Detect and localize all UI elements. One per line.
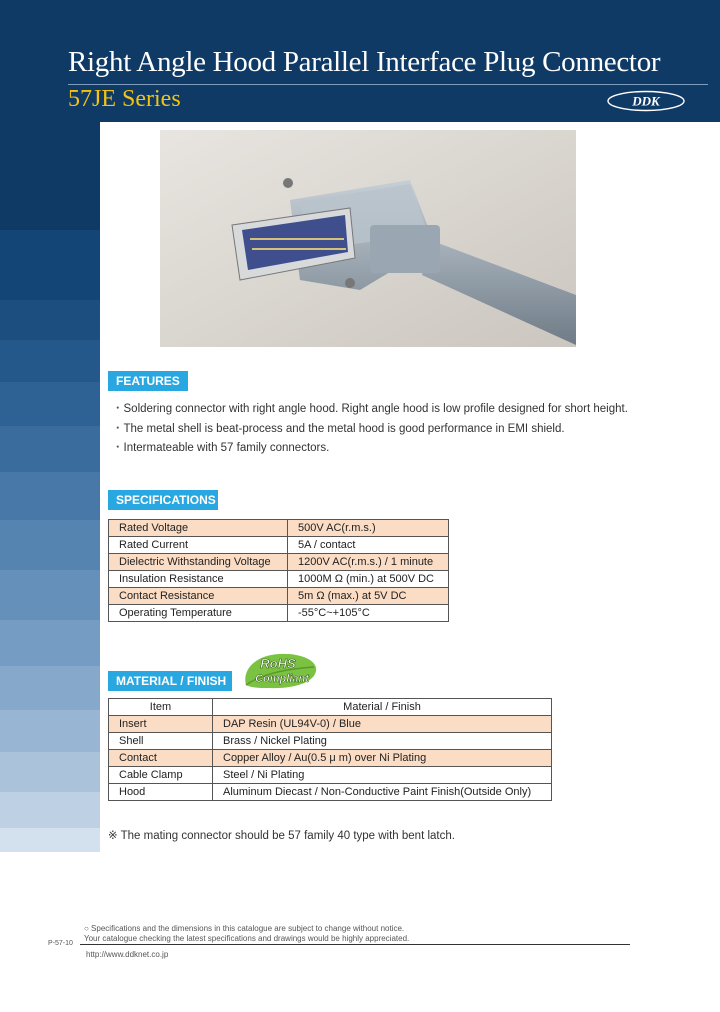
table-row (109, 554, 449, 571)
table-header-row (109, 699, 552, 716)
spec-value: 1000M Ω (min.) at 500V DC (288, 571, 449, 588)
material-value: Aluminum Diecast / Non-Conductive Paint Finish(Outside Only) (213, 784, 552, 801)
table-row (109, 520, 449, 537)
list-item: ・ Intermateable with 57 family connectors. (112, 439, 692, 459)
spec-value: 5A / contact (288, 537, 449, 554)
material-item: Contact (109, 750, 213, 767)
table-row (109, 733, 552, 750)
spec-item: Operating Temperature (109, 605, 288, 622)
list-item: ・ Soldering connector with right angle hood. Right angle hood is low profile designed for short height. (112, 400, 692, 420)
logo-text: DDK (632, 93, 660, 109)
spec-item: Insulation Resistance (109, 571, 288, 588)
table-row (109, 537, 449, 554)
column-header-item: Item (109, 699, 213, 716)
rohs-compliant-badge (240, 651, 320, 691)
table-row (109, 571, 449, 588)
material-value: Brass / Nickel Plating (213, 733, 552, 750)
series-title: 57JE Series (68, 86, 181, 112)
mating-connector-note: ※ The mating connector should be 57 family 40 type with bent latch. (108, 830, 455, 842)
table-row (109, 605, 449, 622)
material-item: Shell (109, 733, 213, 750)
compliant-text: Compliant (255, 673, 309, 685)
features-heading: FEATURES (108, 371, 188, 391)
material-table (108, 698, 552, 801)
spec-item: Dielectric Withstanding Voltage (109, 554, 288, 571)
table-row (109, 784, 552, 801)
material-item: Cable Clamp (109, 767, 213, 784)
footer-disclaimer: Your catalogue checking the latest specifications and drawings would be highly appreciated. (84, 934, 410, 943)
specifications-table (108, 519, 449, 622)
page-title: Right Angle Hood Parallel Interface Plug Connector (68, 46, 661, 78)
spec-item: Rated Voltage (109, 520, 288, 537)
title-divider (68, 84, 708, 85)
material-heading: MATERIAL / FINISH (108, 671, 232, 691)
rohs-text: RoHS (260, 656, 296, 671)
side-gradient-column (0, 122, 100, 852)
material-item: Hood (109, 784, 213, 801)
table-row (109, 588, 449, 605)
spec-value: -55°C~+105°C (288, 605, 449, 622)
page-code: P-57-10 (48, 940, 73, 947)
table-row (109, 716, 552, 733)
material-item: Insert (109, 716, 213, 733)
list-item: ・ The metal shell is beat-process and the metal hood is good performance in EMI shield. (112, 420, 692, 440)
material-value: Copper Alloy / Au(0.5 μ m) over Ni Plating (213, 750, 552, 767)
column-header-material: Material / Finish (213, 699, 552, 716)
spec-item: Contact Resistance (109, 588, 288, 605)
ddk-logo (606, 90, 686, 112)
table-row (109, 750, 552, 767)
material-value: DAP Resin (UL94V-0) / Blue (213, 716, 552, 733)
footer-divider (80, 944, 630, 945)
spec-value: 1200V AC(r.m.s.) / 1 minute (288, 554, 449, 571)
spec-value: 500V AC(r.m.s.) (288, 520, 449, 537)
product-photo (160, 130, 576, 347)
features-list (112, 400, 692, 459)
table-row (109, 767, 552, 784)
spec-item: Rated Current (109, 537, 288, 554)
spec-value: 5m Ω (max.) at 5V DC (288, 588, 449, 605)
material-value: Steel / Ni Plating (213, 767, 552, 784)
specifications-heading: SPECIFICATIONS (108, 490, 218, 510)
footer-disclaimer: ○ Specifications and the dimensions in this catalogue are subject to change without notice. (84, 924, 405, 933)
website-url: http://www.ddknet.co.jp (86, 950, 169, 959)
